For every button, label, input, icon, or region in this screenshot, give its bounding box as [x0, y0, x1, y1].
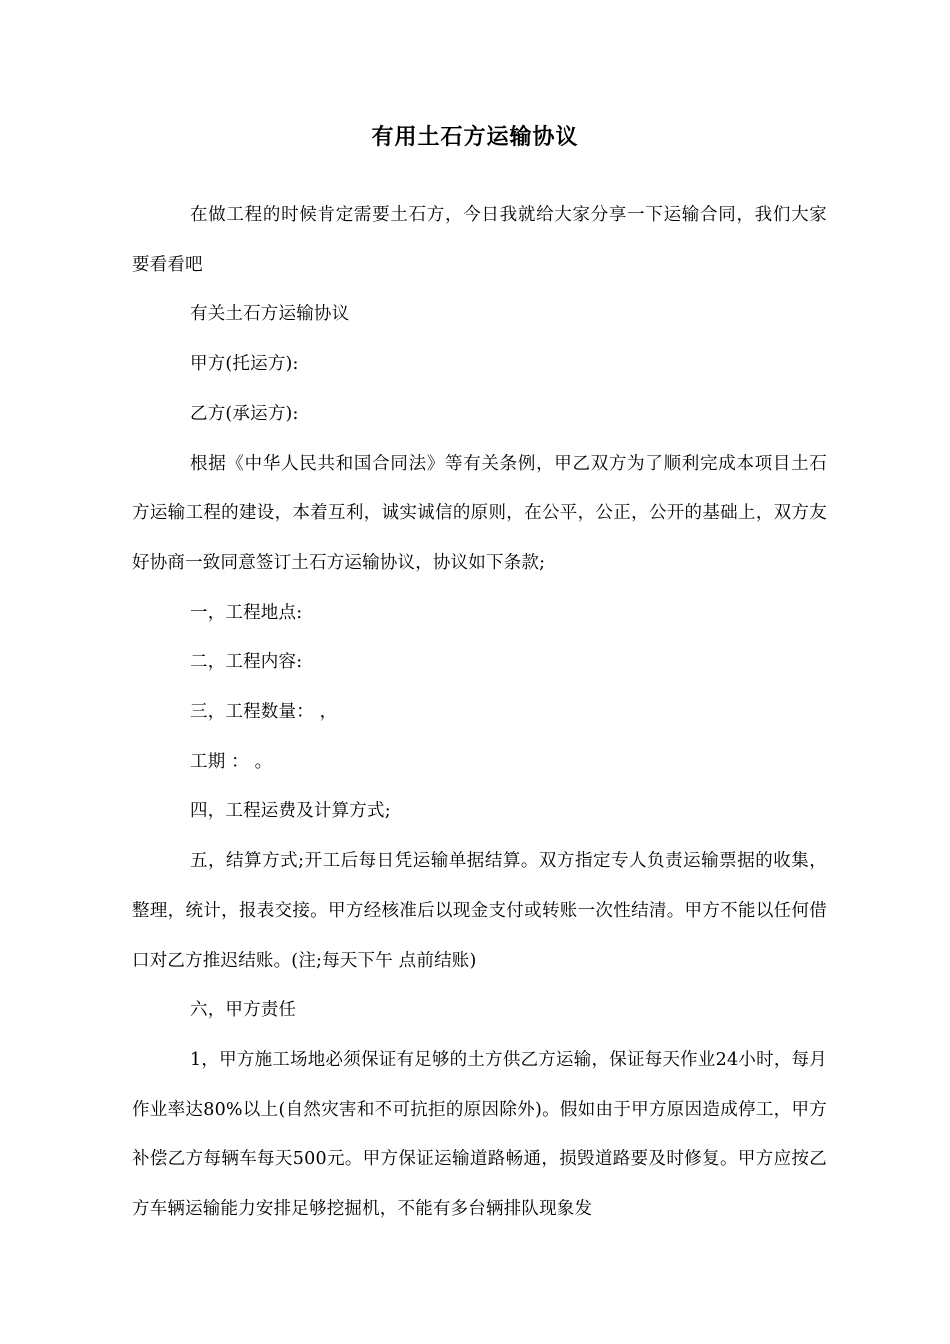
clause-party-a-duties: 六，甲方责任 [190, 1000, 297, 1021]
clause-duration: 工期 ： 。 [190, 751, 273, 772]
party-a-line: 甲方(托运方): [190, 354, 299, 375]
party-b-line: 乙方(承运方): [190, 403, 299, 424]
subtitle-line: 有关土石方运输协议 [190, 304, 350, 325]
clause-settlement: 五，结算方式;开工后每日凭运输单据结算。双方指定专人负责运输票据的收集，整理，统计，报表交接。甲方经核准后以现金支付或转账一次性结清。甲方不能以任何借口对乙方推迟结账。(注;每天下午 点前结账) [132, 851, 827, 971]
document-body [132, 191, 827, 1235]
clause-location: 一，工程地点: [190, 602, 303, 623]
document-title: 有用土石方运输协议 [371, 125, 579, 150]
intro-paragraph: 在做工程的时候肯定需要土石方，今日我就给大家分享一下运输合同，我们大家要看看吧 [132, 205, 827, 275]
clause-fees: 四，工程运费及计算方式; [190, 801, 391, 822]
preamble-paragraph: 根据《中华人民共和国合同法》等有关条例，甲乙双方为了顺利完成本项目土石方运输工程的建设，本着互利，诚实诚信的原则，在公平，公正，公开的基础上，双方友好协商一致同意签订土石方运输协议，协议如下条款; [132, 453, 827, 573]
duty-item-1: 1，甲方施工场地必须保证有足够的土方供乙方运输，保证每天作业24小时，每月作业率达80%以上(自然灾害和不可抗拒的原因除外)。假如由于甲方原因造成停工，甲方补偿乙方每辆车每天500元。甲方保证运输道路畅通，损毁道路要及时修复。甲方应按乙方车辆运输能力安排足够挖掘机，不能有多台辆排队现象发 [132, 1049, 827, 1220]
clause-content: 二，工程内容: [190, 652, 303, 673]
clause-quantity: 三，工程数量： ， [190, 702, 338, 723]
